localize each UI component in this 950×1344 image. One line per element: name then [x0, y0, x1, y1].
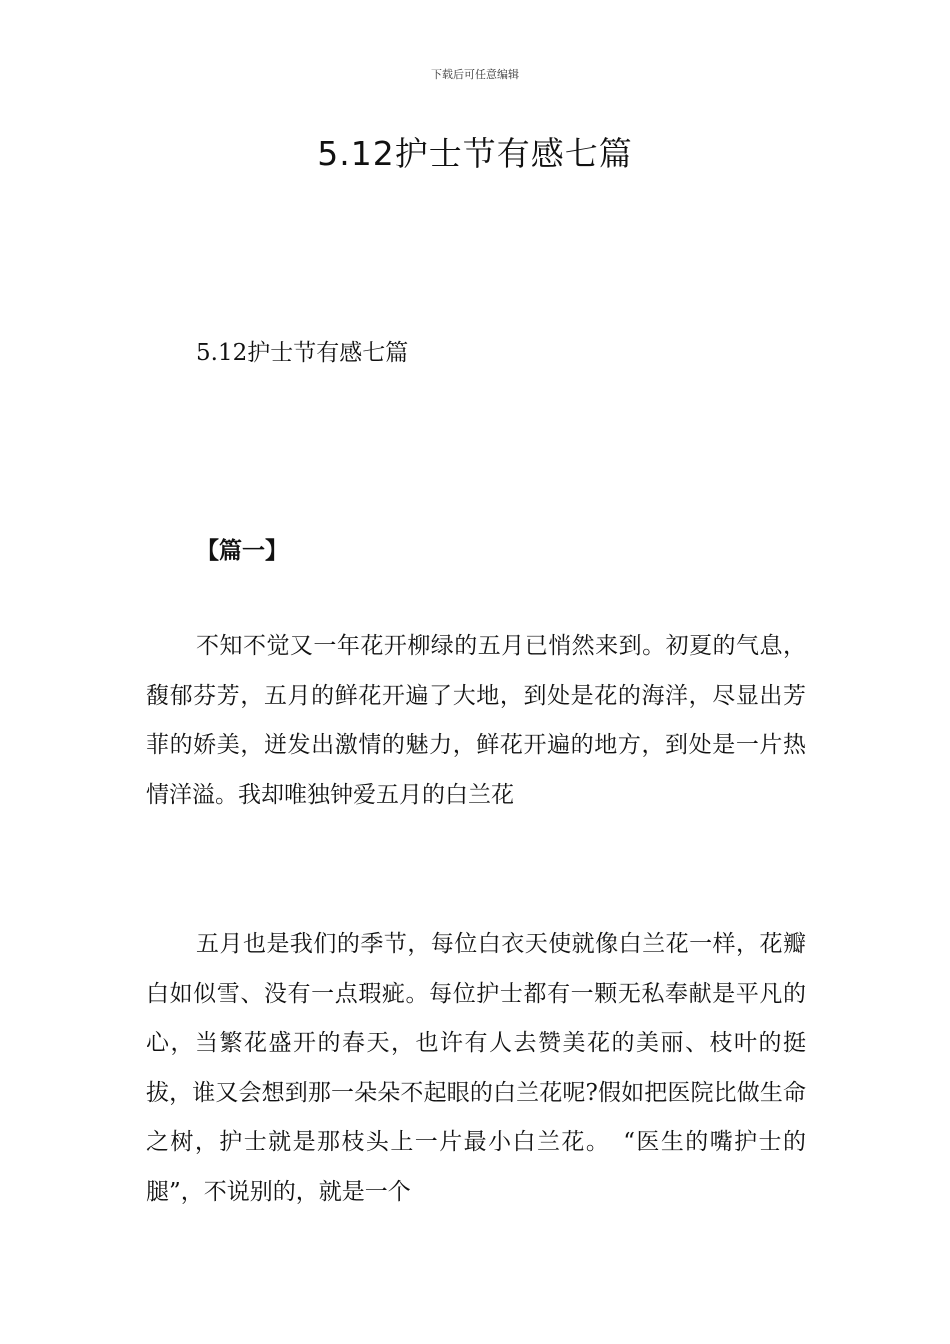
paragraph-1: 不知不觉又一年花开柳绿的五月已悄然来到。初夏的气息，馥郁芬芳，五月的鲜花开遍了大地，到处是花的海洋，尽显出芳菲的娇美，迸发出激情的魅力，鲜花开遍的地方，到处是一片热情洋溢。我却唯独钟爱五月的白兰花 [146, 633, 806, 808]
section-heading: 【篇一】 [196, 537, 288, 564]
paragraph-2: 五月也是我们的季节，每位白衣天使就像白兰花一样，花瓣白如似雪、没有一点瑕疵。每位护士都有一颗无私奉献是平凡的心，当繁花盛开的春天，也许有人去赞美花的美丽、枝叶的挺拔，谁又会想到那一朵朵不起眼的白兰花呢?假如把医院比做生命之树，护士就是那枝头上一片最小白兰花。 “医生的嘴护士的腿”，不说别的，就是一个 [146, 931, 806, 1205]
page-header-note: 下载后可任意编辑 [431, 68, 519, 81]
document-subtitle: 5.12护士节有感七篇 [196, 340, 409, 366]
document-title: 5.12护士节有感七篇 [317, 134, 633, 173]
